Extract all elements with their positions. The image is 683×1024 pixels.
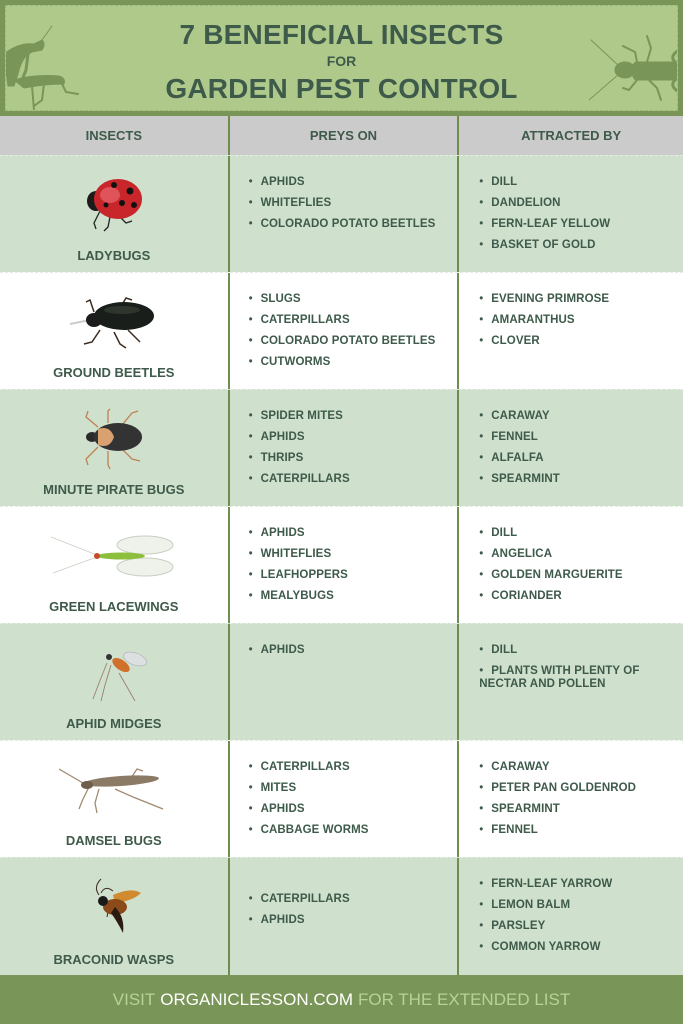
list-item: • AMARANTHUS — [479, 314, 575, 326]
attracted-by-cell — [459, 390, 683, 506]
attracted-by-list — [479, 644, 683, 691]
list-item: • CABBAGE WORMS — [248, 824, 369, 836]
attracted-by-list — [479, 293, 683, 348]
page-title-line1: 7 BENEFICIAL INSECTS — [179, 19, 504, 50]
title-banner-inner — [5, 5, 678, 111]
list-item: • ALFALFA — [479, 452, 544, 464]
attracted-by-list — [479, 176, 683, 252]
list-item: • PLANTS WITH PLENTY OF NECTAR AND POLLEN — [479, 665, 640, 690]
list-item: • COLORADO POTATO BEETLES — [248, 335, 436, 347]
preys-on-cell — [230, 858, 458, 976]
list-item: • APHIDS — [248, 176, 305, 188]
page-title-line2: FOR — [326, 53, 357, 69]
list-item: • COLORADO POTATO BEETLES — [248, 218, 436, 230]
list-item: • CATERPILLARS — [248, 314, 350, 326]
list-item: • BASKET OF GOLD — [479, 239, 596, 251]
footer-banner — [0, 975, 683, 1024]
list-item: • CORIANDER — [479, 590, 562, 602]
table-header-row — [0, 116, 683, 155]
list-item: • CLOVER — [479, 335, 540, 347]
list-item: • COMMON YARROW — [479, 941, 601, 953]
list-item: • CARAWAY — [479, 761, 550, 773]
list-item: • ANGELICA — [479, 548, 553, 560]
preys-on-list — [249, 410, 458, 486]
attracted-by-cell — [459, 273, 683, 389]
footer-suffix: FOR THE EXTENDED LIST — [358, 989, 571, 1009]
insect-cell — [0, 507, 228, 623]
preys-on-cell — [230, 390, 458, 506]
preys-on-cell — [230, 624, 458, 740]
list-item: • CUTWORMS — [248, 356, 331, 368]
insect-name: APHID MIDGES — [66, 716, 162, 731]
attracted-by-cell — [459, 858, 683, 976]
insect-name: LADYBUGS — [77, 248, 151, 263]
aphid-midge-icon — [79, 643, 149, 703]
preys-on-list — [249, 176, 458, 231]
list-item: • APHIDS — [248, 803, 305, 815]
preys-on-cell — [230, 507, 458, 623]
ladybug-icon — [74, 173, 154, 237]
list-item: • MITES — [248, 782, 297, 794]
list-item: • APHIDS — [248, 527, 305, 539]
list-item: • MEALYBUGS — [248, 590, 334, 602]
list-item: • DANDELION — [479, 197, 561, 209]
attracted-by-cell — [459, 624, 683, 740]
column-header-preys-on: PREYS ON — [309, 128, 378, 143]
list-item: • SPEARMINT — [479, 803, 560, 815]
list-item: • CATERPILLARS — [248, 761, 350, 773]
list-item: • FERN-LEAF YELLOW — [479, 218, 611, 230]
list-item: • CATERPILLARS — [248, 473, 350, 485]
preys-on-cell — [230, 741, 458, 857]
insect-name: MINUTE PIRATE BUGS — [43, 482, 185, 497]
table-row — [0, 155, 683, 272]
preys-on-list — [249, 293, 458, 369]
attracted-by-list — [479, 878, 683, 954]
footer-prefix: VISIT — [112, 989, 156, 1009]
table-row — [0, 740, 683, 857]
title-banner — [0, 0, 683, 116]
table-row — [0, 272, 683, 389]
preys-on-list — [249, 644, 458, 657]
table-row — [0, 389, 683, 506]
attracted-by-cell — [459, 156, 683, 272]
list-item: • EVENING PRIMROSE — [479, 293, 610, 305]
minute-pirate-bug-icon — [74, 407, 154, 471]
insect-name: BRACONID WASPS — [53, 952, 175, 967]
preys-on-cell — [230, 156, 458, 272]
insect-cell — [0, 156, 228, 272]
insect-name: DAMSEL BUGS — [65, 833, 162, 848]
list-item: • FENNEL — [479, 824, 538, 836]
list-item: • LEAFHOPPERS — [248, 569, 348, 581]
insect-cell — [0, 273, 228, 389]
list-item: • DILL — [479, 644, 518, 656]
list-item: • APHIDS — [248, 644, 305, 656]
attracted-by-cell — [459, 507, 683, 623]
preys-on-list — [249, 527, 458, 603]
list-item: • THRIPS — [248, 452, 304, 464]
preys-on-list — [249, 893, 458, 927]
list-item: • SPEARMINT — [479, 473, 560, 485]
attracted-by-list — [479, 527, 683, 603]
attracted-by-list — [479, 410, 683, 486]
list-item: • WHITEFLIES — [248, 548, 332, 560]
list-item: • PARSLEY — [479, 920, 546, 932]
insect-cell — [0, 390, 228, 506]
green-lacewing-icon — [49, 531, 179, 581]
list-item: • PETER PAN GOLDENROD — [479, 782, 637, 794]
list-item: • WHITEFLIES — [248, 197, 332, 209]
insect-cell — [0, 858, 228, 976]
preys-on-cell — [230, 273, 458, 389]
attracted-by-cell — [459, 741, 683, 857]
list-item: • DILL — [479, 176, 518, 188]
list-item: • FERN-LEAF YARROW — [479, 878, 613, 890]
braconid-wasp-icon — [79, 877, 149, 937]
list-item: • CATERPILLARS — [248, 893, 350, 905]
list-item: • DILL — [479, 527, 518, 539]
column-header-attracted-by: ATTRACTED BY — [521, 128, 622, 143]
list-item: • LEMON BALM — [479, 899, 571, 911]
insect-name: GROUND BEETLES — [53, 365, 175, 380]
table-row — [0, 623, 683, 740]
insect-name: GREEN LACEWINGS — [49, 599, 179, 614]
attracted-by-list — [479, 761, 683, 837]
list-item: • APHIDS — [248, 914, 305, 926]
insect-cell — [0, 624, 228, 740]
page-title-line3: GARDEN PEST CONTROL — [165, 73, 518, 104]
column-header-insects: INSECTS — [85, 128, 142, 143]
table-row — [0, 506, 683, 623]
list-item: • CARAWAY — [479, 410, 550, 422]
insect-cell — [0, 741, 228, 857]
list-item: • SPIDER MITES — [248, 410, 343, 422]
list-item: • SLUGS — [248, 293, 301, 305]
preys-on-list — [249, 761, 458, 837]
footer-link[interactable]: ORGANICLESSON.COM — [160, 989, 353, 1009]
list-item: • GOLDEN MARGUERITE — [479, 569, 623, 581]
list-item: • FENNEL — [479, 431, 538, 443]
insects-table — [0, 116, 683, 976]
ground-beetle-icon — [64, 290, 164, 354]
list-item: • APHIDS — [248, 431, 305, 443]
damsel-bug-icon — [59, 765, 169, 815]
table-row — [0, 857, 683, 976]
